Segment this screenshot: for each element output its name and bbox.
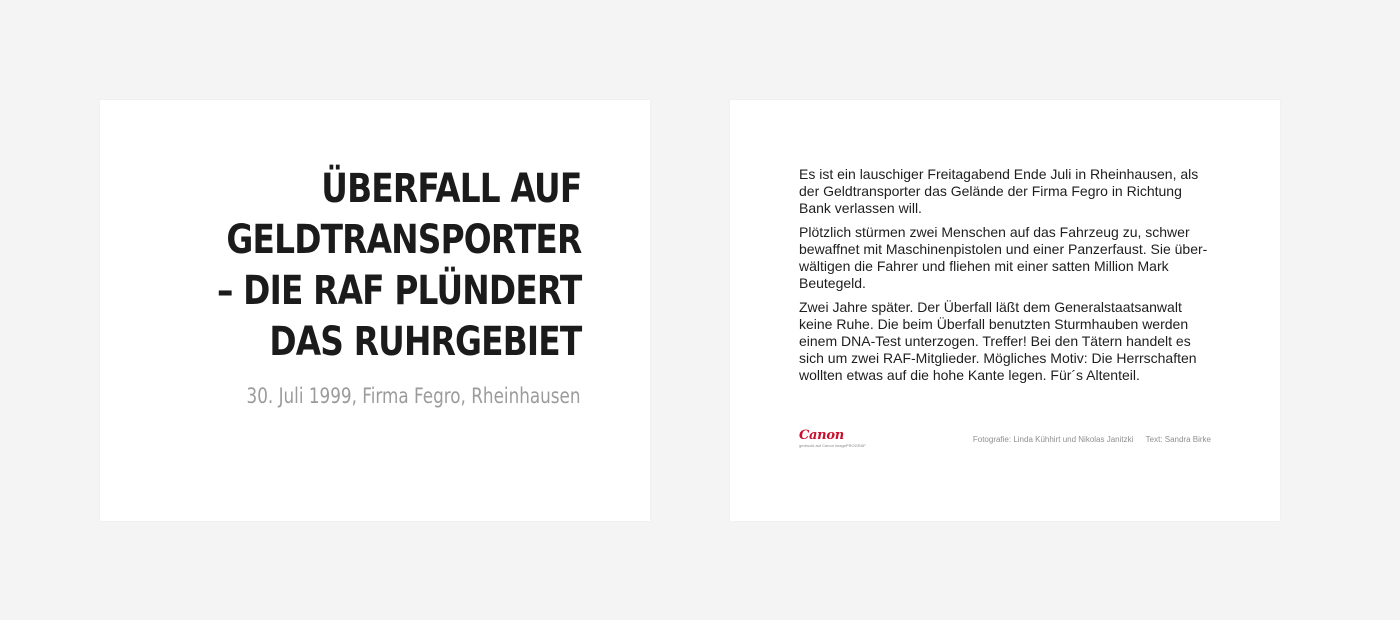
headline-line: GELDTRANSPORTER	[226, 217, 581, 263]
logo-text: Canon	[799, 428, 844, 443]
text-credit: Text: Sandra Birke	[1145, 435, 1211, 444]
credits	[973, 435, 1211, 445]
headline-line: ÜBERFALL AUF	[320, 166, 581, 212]
headline-line: DAS RUHRGEBIET	[268, 319, 581, 365]
article-body	[799, 166, 1211, 391]
paragraph: Plötzlich stürmen zwei Menschen auf das Fahrzeug zu, schwer bewaffnet mit Maschinenpistolen und einer Panzerfaust. Sie über-wältigen die Fahrer und fliehen mit einer satten Million Mark Beutegeld.	[799, 224, 1208, 291]
right-page	[730, 100, 1280, 521]
photo-credit: Fotografie: Linda Kühhirt und Nikolas Janitzki	[972, 435, 1134, 444]
paragraph: Es ist ein lauschiger Freitagabend Ende Juli in Rheinhausen, als der Geldtransporter das Gelände der Firma Fegro in Richtung Bank verlassen will.	[799, 166, 1199, 216]
headline-line: – DIE RAF PLÜNDERT	[216, 268, 581, 314]
logo-subtext: gedruckt auf Canon imagePROGRAF	[799, 443, 866, 448]
canon-logo	[799, 429, 866, 448]
headline	[217, 164, 581, 368]
left-page	[100, 100, 650, 521]
subline: 30. Juli 1999, Firma Fegro, Rheinhausen	[246, 384, 581, 408]
paragraph: Zwei Jahre später. Der Überfall läßt dem Generalstaatsanwalt keine Ruhe. Die beim Überfall benutzten Sturmhauben werden einem DNA-Test unterzogen. Treffer! Bei den Tätern handelt es sich um zwei RAF-Mitglieder. Mögliches Motiv: Die Herrschaften wollten etwas auf die hohe Kante legen. Für´s Altenteil.	[799, 299, 1197, 383]
